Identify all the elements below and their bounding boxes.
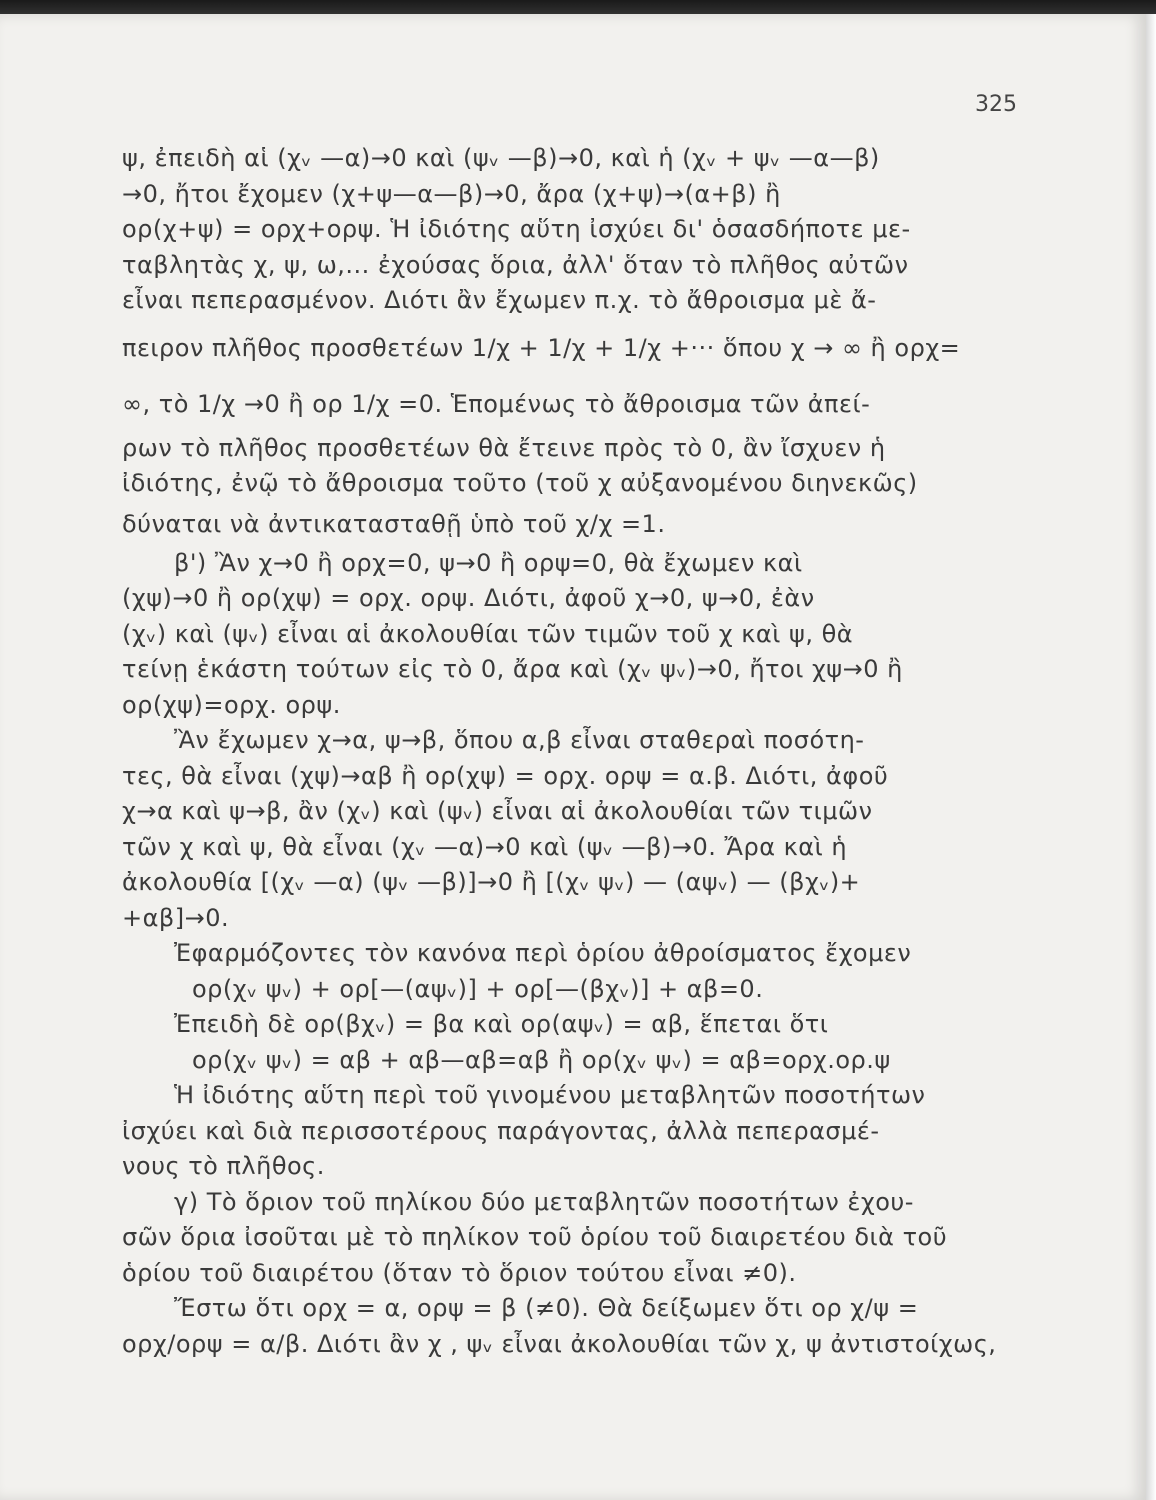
text-line: ἰσχύει καὶ διὰ περισσοτέρους παράγοντας, ἀλλὰ πεπερασμέ- <box>122 1116 880 1145</box>
text-line: ορχ/ορψ = α/β. Διότι ἂν χ , ψᵥ εἶναι ἀκολουθίαι τῶν χ, ψ ἀντιστοίχως, <box>122 1329 997 1358</box>
text-line: Ἂν ἔχωμεν χ→α, ψ→β, ὅπου α,β εἶναι σταθεραὶ ποσότη- <box>174 726 865 754</box>
text-line: Ἐπειδὴ δὲ ορ(βχᵥ) = βα καὶ ορ(αψᵥ) = αβ, ἕπεται ὅτι <box>174 1010 829 1038</box>
text-line: Ἐφαρμόζοντες τὸν κανόνα περὶ ὁρίου ἀθροίσματος ἔχομεν <box>174 939 912 967</box>
text-line: Ἔστω ὅτι ορχ = α, ορψ = β (≠0). Θὰ δείξωμεν ὅτι ορ χ/ψ = <box>174 1294 919 1322</box>
text-line: τες, θὰ εἶναι (χψ)→αβ ἢ ορ(χψ) = ορχ. ορψ = α.β. Διότι, ἀφοῦ <box>122 761 889 790</box>
text-line: νους τὸ πλῆθος. <box>122 1152 325 1180</box>
text-line: ορ(χᵥ ψᵥ) = αβ + αβ—αβ=αβ ἢ ορ(χᵥ ψᵥ) = αβ=ορχ.ορ.ψ <box>192 1045 891 1074</box>
text-line: Ἡ ἰδιότης αὕτη περὶ τοῦ γινομένου μεταβλητῶν ποσοτήτων <box>174 1081 926 1109</box>
text-line: ορ(χ+ψ) = ορχ+ορψ. Ἡ ἰδιότης αὕτη ἰσχύει δι' ὁσασδήποτε με- <box>122 215 911 243</box>
text-line: →0, ἤτοι ἔχομεν (χ+ψ—α—β)→0, ἄρα (χ+ψ)→(α+β) ἢ <box>122 179 781 208</box>
text-line: ἀκολουθία [(χᵥ —α) (ψᵥ —β)]→0 ἢ [(χᵥ ψᵥ) — (αψᵥ) — (βχᵥ)+ <box>122 868 861 896</box>
text-line: τῶν χ καὶ ψ, θὰ εἶναι (χᵥ —α)→0 καὶ (ψᵥ —β)→0. Ἄρα καὶ ἡ <box>122 832 848 861</box>
page-number: 325 <box>975 92 1017 117</box>
text-line: ∞, τὸ 1/χ →0 ἢ ορ 1/χ =0. Ἑπομένως τὸ ἄθροισμα τῶν ἀπεί- <box>122 389 871 418</box>
text-line: ορ(χᵥ ψᵥ) + ορ[—(αψᵥ)] + ορ[—(βχᵥ)] + αβ=0. <box>192 974 764 1003</box>
text-line: σῶν ὅρια ἰσοῦται μὲ τὸ πηλίκον τοῦ ὁρίου τοῦ διαιρετέου διὰ τοῦ <box>122 1223 948 1251</box>
text-line: ἰδιότης, ἐνῷ τὸ ἄθροισμα τοῦτο (τοῦ χ αὐξανομένου διηνεκῶς) <box>122 469 918 497</box>
text-line: εἶναι πεπερασμένον. Διότι ἂν ἔχωμεν π.χ. τὸ ἄθροισμα μὲ ἄ- <box>122 286 877 314</box>
text-line: (χᵥ) καὶ (ψᵥ) εἶναι αἱ ἀκολουθίαι τῶν τιμῶν τοῦ χ καὶ ψ, θὰ <box>122 619 854 648</box>
page-edge <box>1146 14 1156 1500</box>
text-line: δύναται νὰ ἀντικατασταθῇ ὑπὸ τοῦ χ/χ =1. <box>122 509 666 538</box>
body-text <box>122 141 1022 1362</box>
text-line: γ) Τὸ ὅριον τοῦ πηλίκου δύο μεταβλητῶν ποσοτήτων ἐχου- <box>174 1187 914 1216</box>
text-line: ὁρίου τοῦ διαιρέτου (ὅταν τὸ ὅριον τούτου εἶναι ≠0). <box>122 1258 797 1287</box>
text-line: (χψ)→0 ἢ ορ(χψ) = ορχ. ορψ. Διότι, ἀφοῦ χ→0, ψ→0, ἐὰν <box>122 584 815 612</box>
text-line: πειρον πλῆθος προσθετέων 1/χ + 1/χ + 1/χ +··· ὅπου χ → ∞ ἢ ορχ= <box>122 333 961 362</box>
text-line: τείνῃ ἑκάστη τούτων εἰς τὸ 0, ἄρα καὶ (χᵥ ψᵥ)→0, ἤτοι χψ→0 ἢ <box>122 655 903 683</box>
text-line: +αβ]→0. <box>122 903 230 932</box>
text-line: χ→α καὶ ψ→β, ἂν (χᵥ) καὶ (ψᵥ) εἶναι αἱ ἀκολουθίαι τῶν τιμῶν <box>122 797 873 825</box>
text-line: ταβλητὰς χ, ψ, ω,... ἐχούσας ὅρια, ἀλλ' ὅταν τὸ πλῆθος αὐτῶν <box>122 250 909 279</box>
text-line: ψ, ἐπειδὴ αἱ (χᵥ —α)→0 καὶ (ψᵥ —β)→0, καὶ ἡ (χᵥ + ψᵥ —α—β) <box>122 144 880 172</box>
text-line: ρων τὸ πλῆθος προσθετέων θὰ ἔτεινε πρὸς τὸ 0, ἂν ἴσχυεν ἡ <box>122 433 886 462</box>
text-line: ορ(χψ)=ορχ. ορψ. <box>122 690 341 719</box>
text-line: β') Ἂν χ→0 ἢ ορχ=0, ψ→0 ἢ ορψ=0, θὰ ἔχωμεν καὶ <box>174 548 803 577</box>
